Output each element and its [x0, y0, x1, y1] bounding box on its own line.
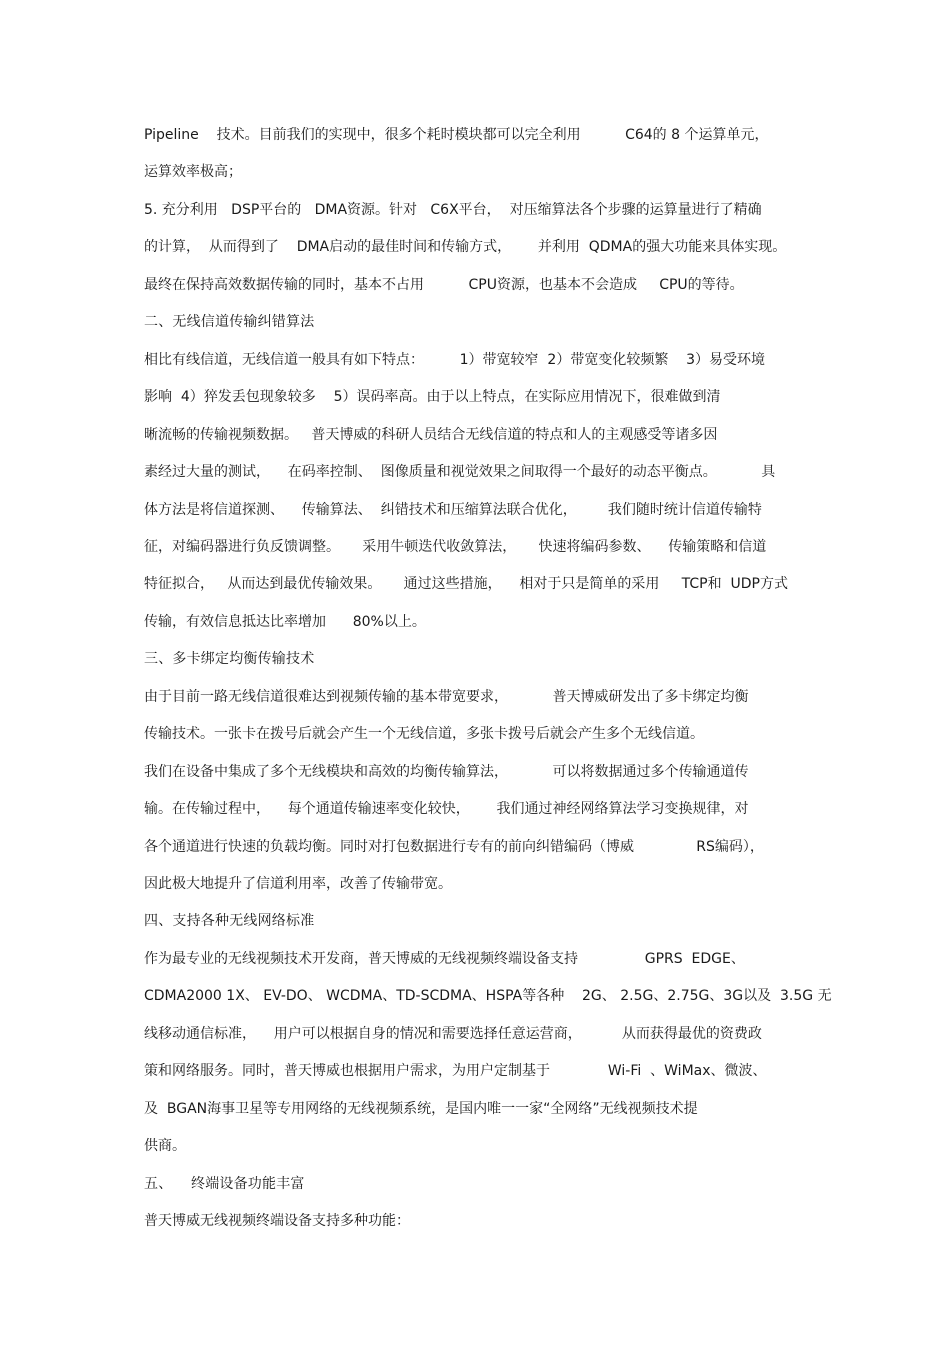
- text-line: 由于目前一路无线信道很难达到视频传输的基本带宽要求， 普天博威研发出了多卡绑定均衡: [144, 689, 749, 705]
- text-line: 特征拟合， 从而达到最优传输效果。 通过这些措施， 相对于只是简单的采用 TCP和 UDP方式: [144, 576, 788, 592]
- text-line: CDMA2000 1X、 EV-DO、 WCDMA、TD-SCDMA、HSPA等各种 2G、 2.5G、2.75G、3G以及 3.5G 无: [144, 988, 832, 1004]
- text-line: 运算效率极高；: [144, 164, 242, 180]
- text-line: 我们在设备中集成了多个无线模块和高效的均衡传输算法， 可以将数据通过多个传输通道传: [144, 764, 749, 780]
- text-line: 征，对编码器进行负反馈调整。 采用牛顿迭代收敛算法， 快速将编码参数、 传输策略和信道: [144, 539, 767, 555]
- section-heading: 二、无线信道传输纠错算法: [144, 314, 315, 330]
- text-line: 素经过大量的测试， 在码率控制、 图像质量和视觉效果之间取得一个最好的动态平衡点。 具: [144, 464, 776, 480]
- text-line: 影响 4）猝发丢包现象较多 5）误码率高。由于以上特点，在实际应用情况下，很难做到清: [144, 389, 721, 405]
- text-line: 晰流畅的传输视频数据。 普天博威的科研人员结合无线信道的特点和人的主观感受等诸多因: [144, 427, 718, 443]
- text-line: 策和网络服务。同时，普天博威也根据用户需求，为用户定制基于 Wi-Fi 、WiMax、微波、: [144, 1063, 767, 1079]
- text-line: 线移动通信标准， 用户可以根据自身的情况和需要选择任意运营商， 从而获得最优的资费政: [144, 1026, 762, 1042]
- text-line: 的计算， 从而得到了 DMA启动的最佳时间和传输方式， 并利用 QDMA的强大功能来具体实现。: [144, 239, 787, 255]
- text-line: 普天博威无线视频终端设备支持多种功能：: [144, 1213, 410, 1229]
- text-line: 作为最专业的无线视频技术开发商，普天博威的无线视频终端设备支持 GPRS EDGE、: [144, 951, 745, 967]
- text-line: 供商。: [144, 1138, 186, 1154]
- text-line: 最终在保持高效数据传输的同时，基本不占用 CPU资源，也基本不会造成 CPU的等待。: [144, 277, 744, 293]
- text-line: Pipeline 技术。目前我们的实现中，很多个耗时模块都可以完全利用 C64的 8 个运算单元，: [144, 127, 769, 143]
- text-line: 传输，有效信息抵达比率增加 80%以上。: [144, 614, 426, 630]
- text-line: 相比有线信道，无线信道一般具有如下特点： 1）带宽较窄 2）带宽变化较频繁 3）易受环境: [144, 352, 766, 368]
- text-line: 因此极大地提升了信道利用率，改善了传输带宽。: [144, 876, 452, 892]
- text-line: 输。在传输过程中， 每个通道传输速率变化较快， 我们通过神经网络算法学习变换规律，对: [144, 801, 749, 817]
- text-line: 5. 充分利用 DSP平台的 DMA资源。针对 C6X平台， 对压缩算法各个步骤的运算量进行了精确: [144, 202, 762, 218]
- section-heading: 四、支持各种无线网络标准: [144, 913, 315, 929]
- section-heading: 五、 终端设备功能丰富: [144, 1176, 305, 1192]
- text-line: 传输技术。一张卡在拨号后就会产生一个无线信道，多张卡拨号后就会产生多个无线信道。: [144, 726, 704, 742]
- text-line: 体方法是将信道探测、 传输算法、 纠错技术和压缩算法联合优化， 我们随时统计信道传输特: [144, 502, 762, 518]
- section-heading: 三、多卡绑定均衡传输技术: [144, 651, 315, 667]
- text-line: 及 BGAN海事卫星等专用网络的无线视频系统，是国内唯一一家“全网络”无线视频技术提: [144, 1101, 698, 1117]
- text-line: 各个通道进行快速的负载均衡。同时对打包数据进行专有的前向纠错编码（博威 RS编码），: [144, 839, 764, 855]
